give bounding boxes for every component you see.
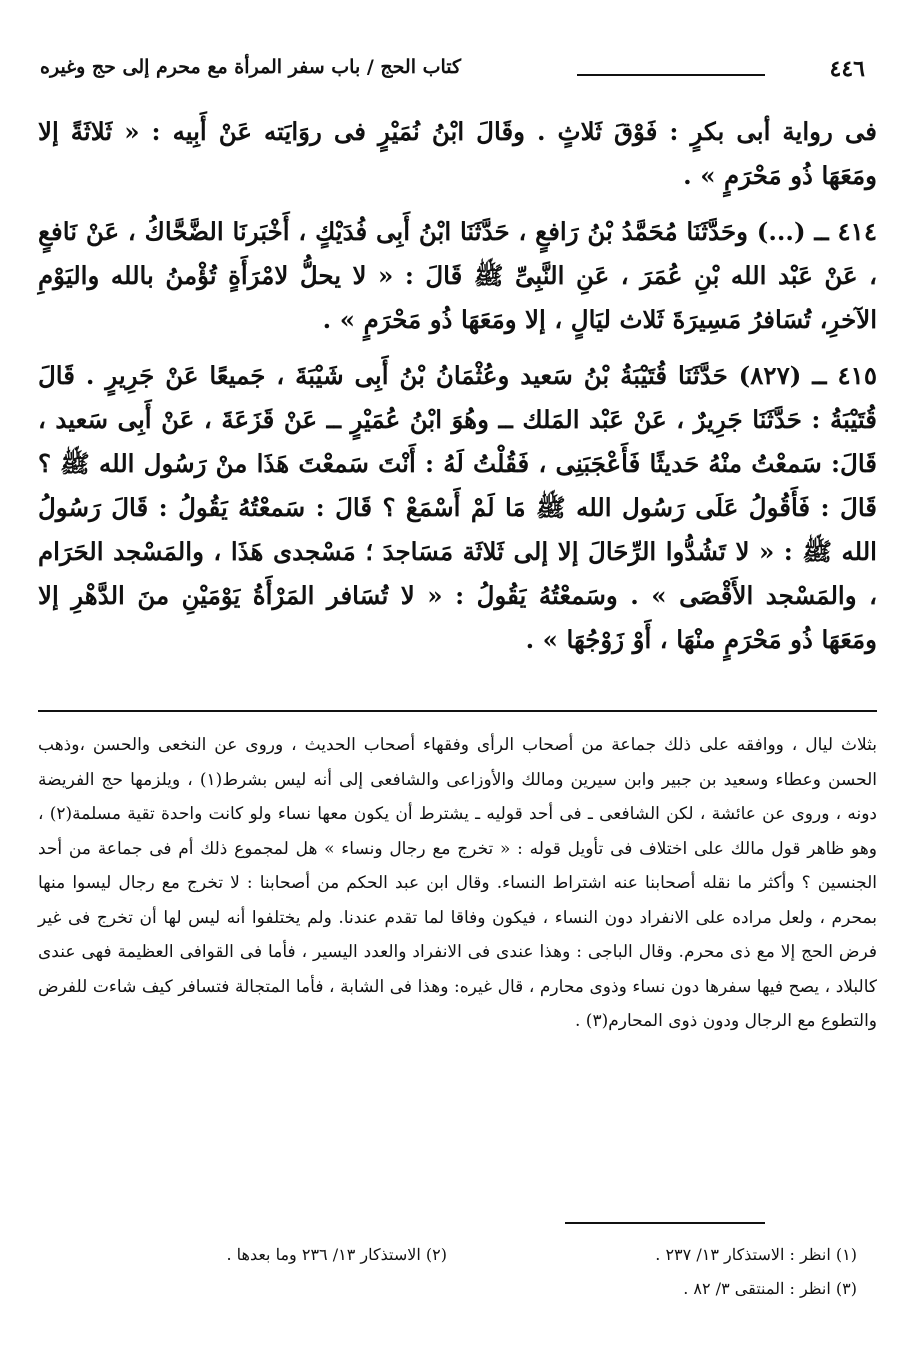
footnotes-left-column — [47, 1238, 447, 1272]
hadith-paragraph-414: ٤١٤ ــ (...) وحَدَّثَنَا مُحَمَّدُ بْنُ رَافعٍ ، حَدَّثَنَا ابْنُ أَبِى فُدَيْكٍ ، أَخْبَرنَا الضَّحَّاكُ ، عَنْ نَافعٍ ، عَنْ عَبْد الله بْنِ عُمَرَ ، عَنِ النَّبِىِّ ﷺ قَالَ : « لا يحلُّ لامْرَأَةٍ تُؤْمنُ بالله واليَوْمِ الآخرِ، تُسَافرُ مَسِيرَةَ ثَلاث ليَالٍ ، إلا ومَعَهَا ذُو مَحْرَمٍ » . — [38, 217, 877, 334]
footnote-3: (٣) انظر : المنتقى ٣/ ٨٢ . — [683, 1279, 857, 1298]
running-title: كتاب الحج / باب سفر المرأة مع محرم إلى حج وغيره — [40, 56, 462, 78]
footnote-rule — [565, 1222, 765, 1224]
footnote-1: (١) انظر : الاستذكار ١٣/ ٢٣٧ . — [655, 1245, 857, 1264]
footnote-2: (٢) الاستذكار ١٣/ ٢٣٦ وما بعدها . — [226, 1245, 447, 1264]
commentary-text: بثلاث ليال ، ووافقه على ذلك جماعة من أصحاب الرأى وفقهاء أصحاب الحديث ، وروى عن النخعى والحسن ،وذهب الحسن وعطاء وسعيد بن جبير وابن سيرين ومالك والأوزاعى والشافعى إلى أنه ليس بشرط(١) ، ويلزمها حج الفريضة دونه ، وروى عن عائشة ، لكن الشافعى ـ فى أحد قوليه ـ يشترط أن يكون معها نساء ولو كانت واحدة تقية مسلمة(٢) ، وهو ظاهر قول مالك على اختلاف فى تأويل قوله : « تخرج مع رجال ونساء » هل لمجموع ذلك أم فى جماعة من أحد الجنسين ؟ وأكثر ما نقله أصحابنا عنه اشتراط النساء. وقال ابن عبد الحكم من أصحابنا : لا تخرج مع رجال ليسوا منها بمحرم ، ولعل مراده على الانفراد دون النساء ، فيكون وفاقا لما تقدم عندنا. ولم يختلفوا أنه ليس لها أن تخرج فى غير فرض الحج إلا مع ذى محرم. وقال الباجى : وهذا عندى فى الانفراد والعدد اليسير ، فأما فى القوافى العظيمة فهى عندى كالبلاد ، يصح فيها سفرها دون نساء وذوى محارم ، قال غيره: وهذا فى الشابة ، فأما المتجالة فتسافر كيف شاءت للفرض والتطوع مع الرجال ودون ذوى المحارم(٣) . — [38, 735, 878, 1031]
header-rule — [577, 74, 765, 76]
hadith-paragraph-continuation: فى رواية أبى بكرٍ : فَوْقَ ثَلاثٍ . وقَالَ ابْنُ نُمَيْرٍ فى روَايَته عَنْ أَبِيه : « ثَلاثَةً إلا ومَعَهَا ذُو مَحْرَمٍ » . — [38, 117, 877, 190]
page-header — [40, 52, 865, 92]
footnotes-right-column — [527, 1238, 857, 1306]
commentary-divider — [38, 710, 877, 712]
hadith-paragraph-415: ٤١٥ ــ (٨٢٧) حَدَّثَنَا قُتَيْبَةُ بْنُ سَعيد وعُثْمَانُ بْنُ أَبِى شَيْبَةَ ، جَميعًا عَنْ جَرِيرٍ . قَالَ قُتَيْبَةُ : حَدَّثَنَا جَرِيرٌ ، عَنْ عَبْد المَلك ــ وهُوَ ابْنُ عُمَيْرٍ ــ عَنْ قَزَعَةَ ، عَنْ أَبِى سَعيد ، قَالَ: سَمعْتُ منْهُ حَديثًا فَأَعْجَبَنِى ، فَقُلْتُ لَهُ : أَنْتَ سَمعْتَ هَذَا منْ رَسُول الله ﷺ ؟ قَالَ : فَأَقُولُ عَلَى رَسُول الله ﷺ مَا لَمْ أَسْمَعْ ؟ قَالَ : سَمعْتُهُ يَقُولُ : قَالَ رَسُولُ الله ﷺ : « لا تَشُدُّوا الرِّحَالَ إلا إلى ثَلاثَة مَسَاجدَ ؛ مَسْجدى هَذَا ، والمَسْجد الحَرَام ، والمَسْجد الأَقْصَى » . وسَمعْتُهُ يَقُولُ : « لا تُسَافر المَرْأَةُ يَوْمَيْنِ منَ الدَّهْرِ إلا ومَعَهَا ذُو مَحْرَمٍ منْهَا ، أَوْ زَوْجُهَا » . — [38, 361, 877, 654]
hadith-text — [38, 110, 877, 674]
page-number: ٤٤٦ — [829, 56, 865, 82]
commentary-block — [38, 728, 877, 1039]
